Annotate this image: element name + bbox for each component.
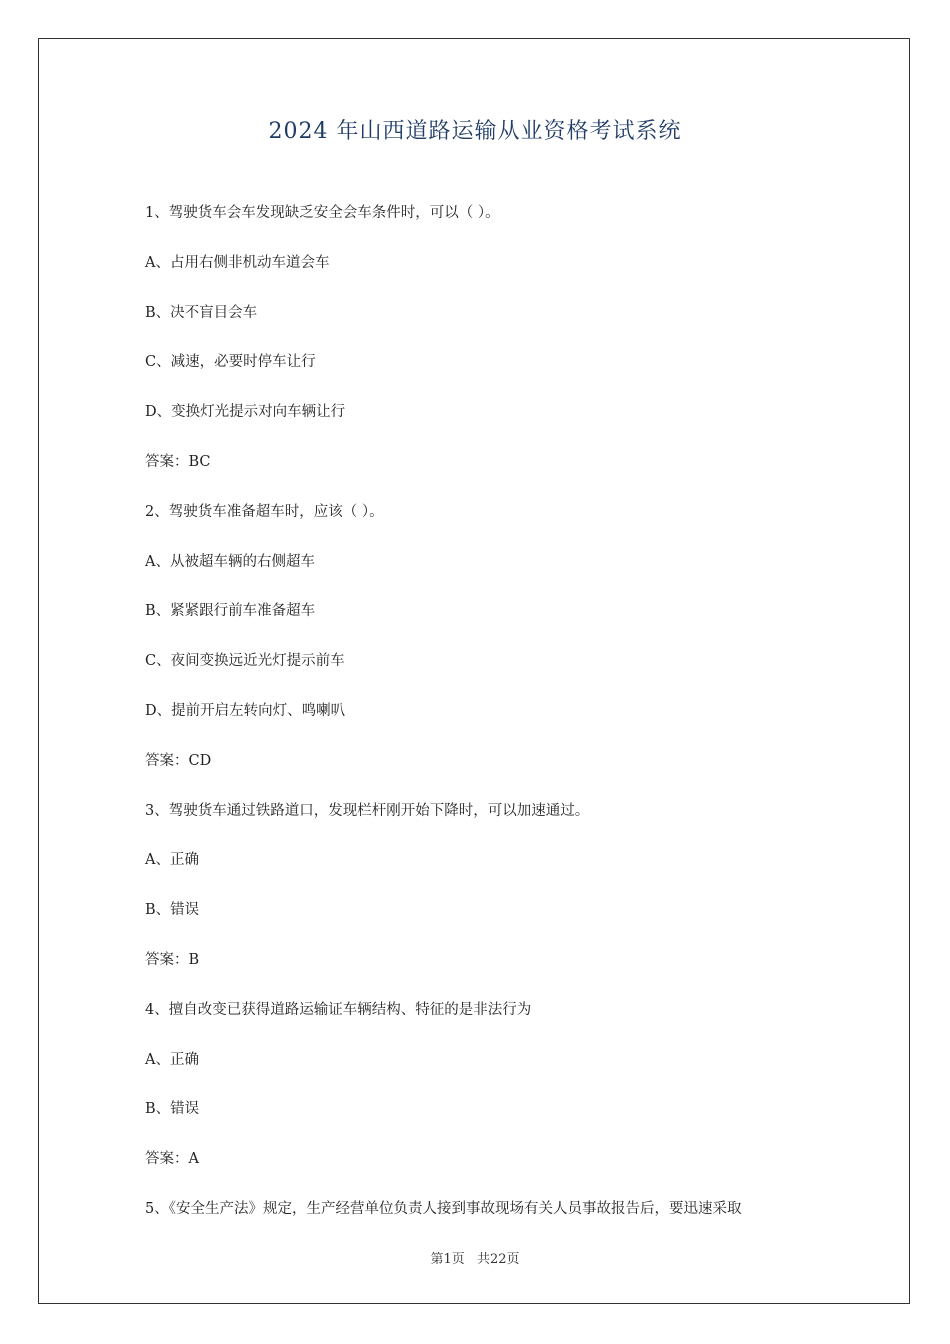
page-total: 共22页 [476, 1252, 520, 1267]
question-1: 1、驾驶货车会车发现缺乏安全会车条件时，可以（ ）。 [145, 205, 500, 221]
question-3: 3、驾驶货车通过铁路道口，发现栏杆刚开始下降时，可以加速通过。 [145, 802, 590, 819]
question-1-option-c: C、减速，必要时停车让行 [145, 354, 316, 371]
question-3-answer: 答案：B [145, 951, 200, 968]
question-5: 5、《安全生产法》规定，生产经营单位负责人接到事故现场有关人员事故报告后，要迅速采取 [145, 1200, 742, 1217]
question-4: 4、擅自改变已获得道路运输证车辆结构、特征的是非法行为 [145, 1001, 532, 1018]
question-3-option-b: B、错误 [145, 902, 200, 919]
question-4-answer: 答案：A [145, 1151, 199, 1168]
question-2-option-d: D、提前开启左转向灯、鸣喇叭 [145, 702, 346, 719]
question-2-answer: 答案：CD [145, 752, 212, 769]
question-1-answer: 答案：BC [145, 453, 211, 470]
question-1-option-a: A、占用右侧非机动车道会车 [145, 254, 330, 271]
question-2-option-c: C、夜间变换远近光灯提示前车 [145, 653, 345, 670]
question-3-option-a: A、正确 [145, 852, 199, 869]
page-number: 第1页 [430, 1252, 465, 1267]
question-2-option-b: B、紧紧跟行前车准备超车 [145, 603, 316, 620]
document-title: 2024 年山西道路运输从业资格考试系统 [268, 119, 682, 144]
question-2-option-a: A、从被超车辆的右侧超车 [145, 553, 315, 570]
page-footer [0, 1248, 950, 1267]
question-2: 2、驾驶货车准备超车时，应该（ ）。 [145, 503, 384, 520]
question-1-option-d: D、变换灯光提示对向车辆让行 [145, 404, 346, 421]
document-body [145, 202, 845, 1248]
question-4-option-b: B、错误 [145, 1101, 200, 1118]
question-4-option-a: A、正确 [145, 1051, 199, 1068]
question-1-option-b: B、决不盲目会车 [145, 304, 258, 321]
